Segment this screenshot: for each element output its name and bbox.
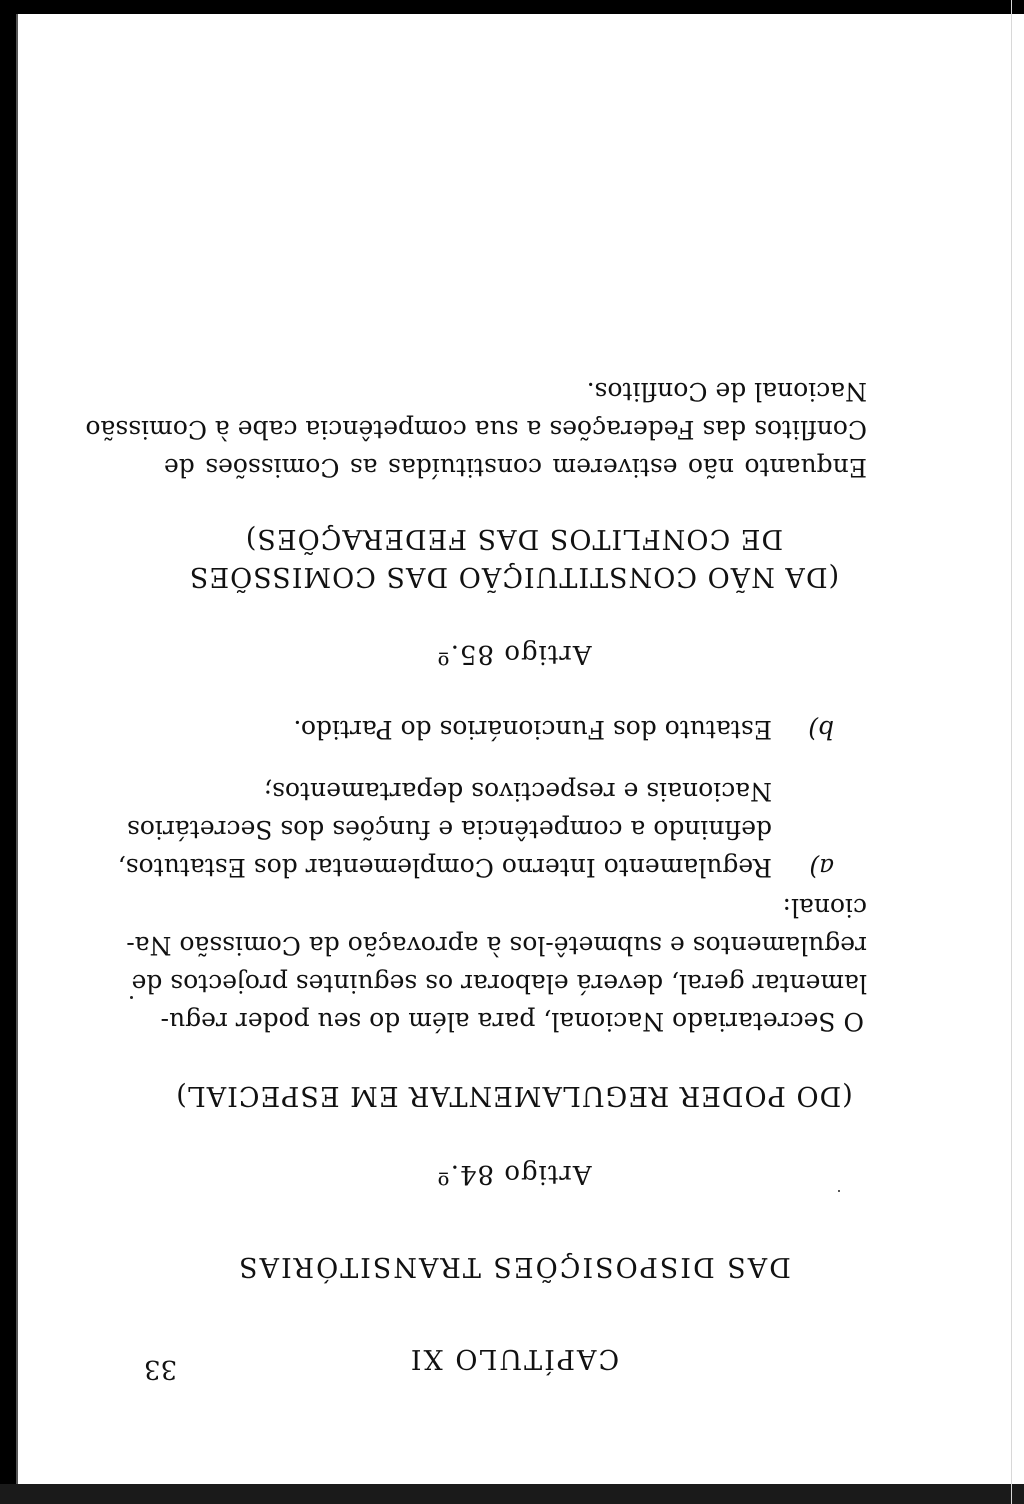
article-84-label: Artigo 84.º <box>436 1159 592 1189</box>
article-84-line-1: O Secretariado Nacional, para além do seu poder regu- <box>160 1007 864 1036</box>
article-85-label: Artigo 85.º <box>436 639 592 669</box>
article-85-line-1: Enquanto não estiverem constituídas as Comissões de <box>164 453 867 482</box>
article-84-line-3: regulamentos e submetê-los à aprovação da Comissão Na- <box>126 931 867 960</box>
item-a-line-3: Nacionais e respectivos departamentos; <box>263 777 772 806</box>
item-b-text: Estatuto dos Funcionários do Partido. <box>293 715 772 744</box>
article-85-heading-line-2: DE CONFLITOS DAS FEDERAÇÕES) <box>244 523 784 554</box>
chapter-subtitle: DAS DISPOSIÇÕES TRANSITÓRIAS <box>237 1251 791 1282</box>
page-number: 33 <box>144 1354 178 1384</box>
article-85-heading-line-1: (DA NÃO CONSTITUIÇÃO DAS COMISSÕES <box>188 561 840 592</box>
item-a-line-1: Regulamento Interno Complementar dos Estatutos, <box>117 853 772 882</box>
item-a-marker: a) <box>809 853 834 882</box>
article-84-heading: (DO PODER REGULAMENTAR EM ESPECIAL) <box>175 1080 853 1111</box>
article-84-line-2: lamentar geral, deverá elaborar os seguintes projectos de <box>131 969 867 998</box>
article-85-line-3: Nacional de Conflitos. <box>586 377 867 406</box>
article-85-line-2: Conflitos das Federações a sua competência cabe à Comissão <box>85 415 867 444</box>
item-b-marker: b) <box>808 715 834 744</box>
item-a-line-2: definindo a competência e funções dos Secretários <box>127 815 772 844</box>
chapter-title: CAPÍTULO XI <box>408 1343 620 1374</box>
article-84-line-4: cional: <box>782 893 867 922</box>
